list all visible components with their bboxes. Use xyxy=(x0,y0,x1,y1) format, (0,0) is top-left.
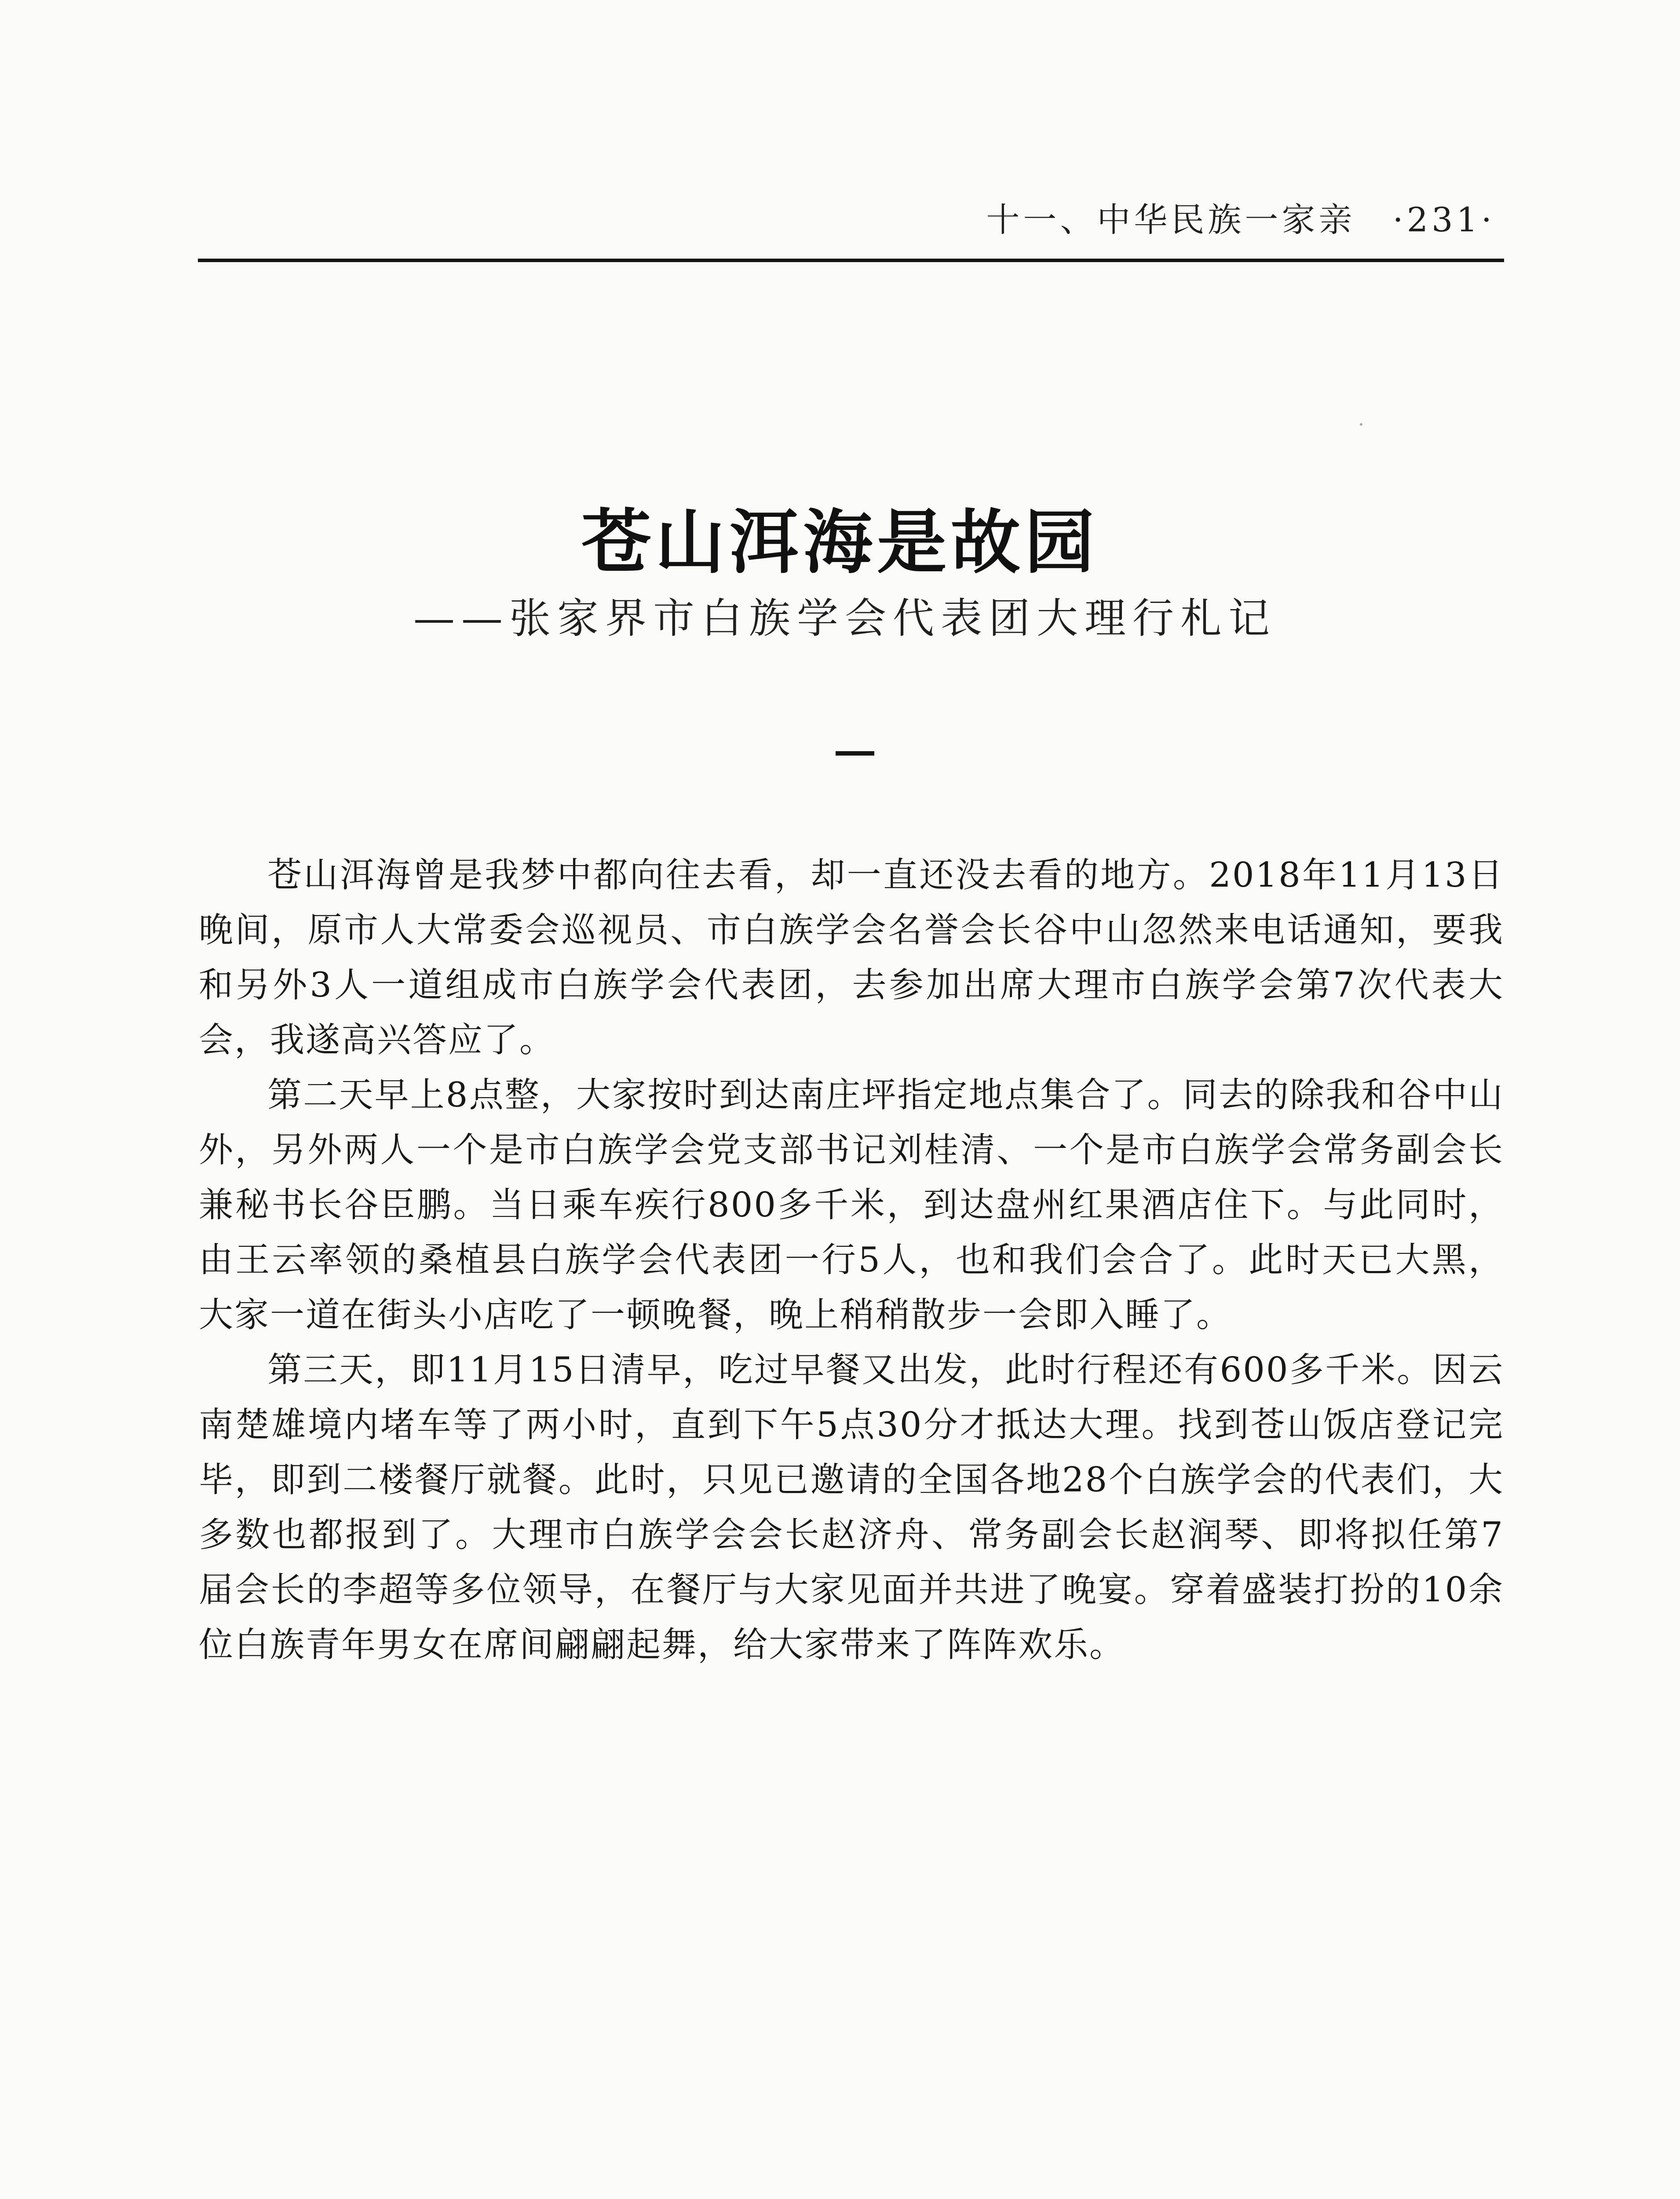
paragraph-1: 苍山洱海曾是我梦中都向往去看，却一直还没去看的地方。2018年11月13日晚间，原市人大常委会巡视员、市白族学会名誉会长谷中山忽然来电话通知，要我和另外3人一道组成市白族学会代表团，去参加出席大理市白族学会第7次代表大会，我遂高兴答应了。 xyxy=(199,855,1504,1060)
page-number: ·231· xyxy=(1392,200,1495,239)
scan-speck xyxy=(1360,423,1362,426)
running-header xyxy=(986,200,1495,239)
header-rule xyxy=(198,259,1504,262)
paragraph-3: 第三天，即11月15日清早，吃过早餐又出发，此时行程还有600多千米。因云南楚雄境内堵车等了两小时，直到下午5点30分才抵达大理。找到苍山饭店登记完毕，即到二楼餐厅就餐。此时，只见已邀请的全国各地28个白族学会的代表们，大多数也都报到了。大理市白族学会会长赵济舟、常务副会长赵润琴、即将拟任第7届会长的李超等多位领导，在餐厅与大家见面并共进了晚宴。穿着盛装打扮的10余位白族青年男女在席间翩翩起舞，给大家带来了阵阵欢乐。 xyxy=(199,1350,1504,1665)
article-body xyxy=(199,848,1504,1673)
article-subtitle: ——张家界市白族学会代表团大理行札记 xyxy=(413,595,1277,643)
paragraph-2: 第二天早上8点整，大家按时到达南庄坪指定地点集合了。同去的除我和谷中山外，另外两人一个是市白族学会党支部书记刘桂清、一个是市白族学会常务副会长兼秘书长谷臣鹏。当日乘车疾行800多千米，到达盘州红果酒店住下。与此同时，由王云率领的桑植县白族学会代表团一行5人，也和我们会合了。此时天已大黑，大家一道在街头小店吃了一顿晚餐，晚上稍稍散步一会即入睡了。 xyxy=(199,1075,1504,1335)
article-title: 苍山洱海是故园 xyxy=(581,502,1099,583)
running-title: 十一、中华民族一家亲 xyxy=(986,200,1356,239)
section-marker xyxy=(836,751,874,756)
